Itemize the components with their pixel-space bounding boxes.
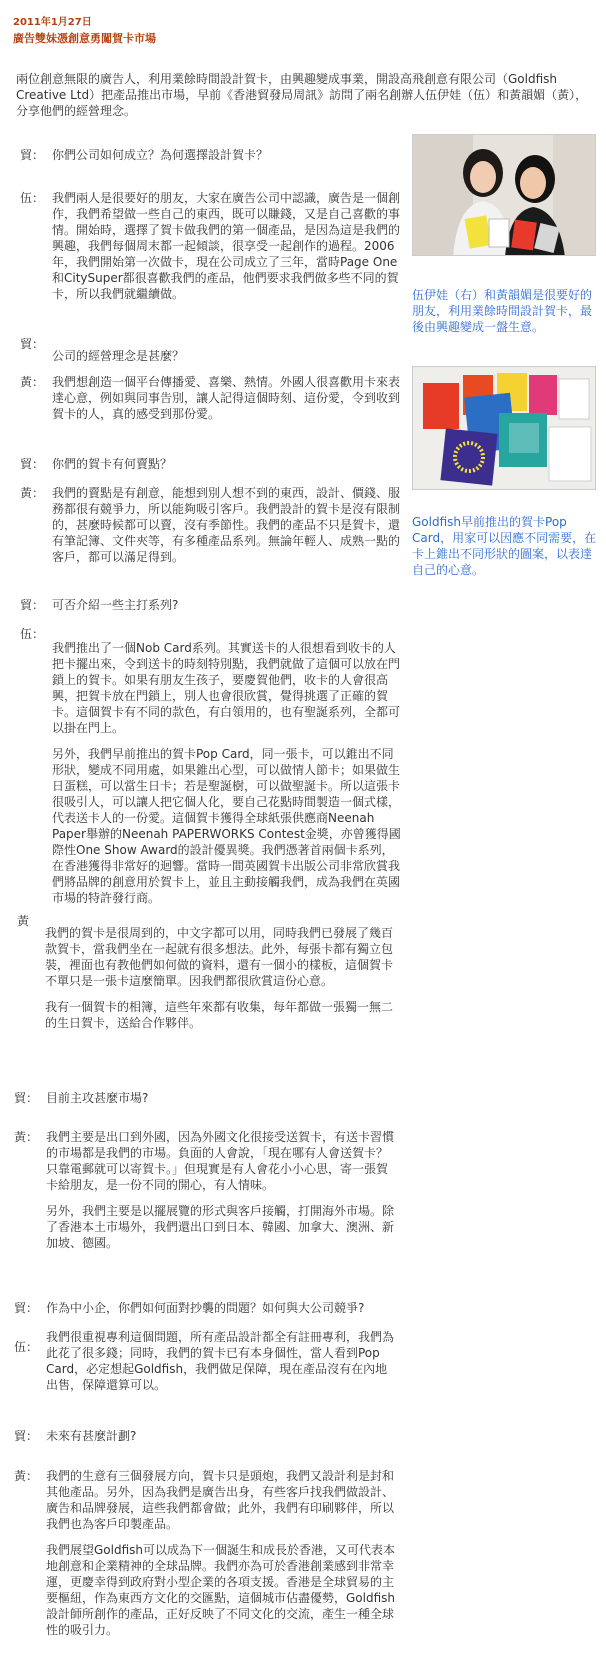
article-title: 廣告雙妹憑創意勇闖賀卡市場 — [13, 32, 156, 45]
speaker-label: 貿： — [14, 1301, 39, 1315]
qa-text: 我們推出了一個Nob Card系列。其實送卡的人很想看到收卡的人把卡擺出來，令到送卡的時刻特別點，我們就做了這個可以放在門鎖上的賀卡。如果有朋友生孩子，要慶賀他們，收卡的人會很高興，把賀卡放在門鎖上，別人也會很欣賞，覺得挑選了正確的賀卡。這個賀卡有不同的款色，有白領用的，也有聖誕系列，全都可以掛在門上。 另外，我們早前推出的賀卡Pop Card，同一張卡，可以錐出不同形狀，變成不同用處，如果錐出心型，可以做情人節卡；如果做生日蛋糕，可以當生日卡；若是聖誕樹，可以做聖誕卡。所以這張卡很吸引人，可以讓人把它個人化，要自己花點時間製造一個式樣，代表送卡人的一份愛。這個賀卡獲得全球紙張供應商Neenah Paper舉辦的Neenah PAPERWORKS Contest金獎，亦曾獲得國際性One Show Award的設計優異獎。我們憑著首兩個卡系列，在香港獲得非常好的迴響。當時一間英國賀卡出版公司非常欣賞我們將品牌的創意用於賀卡上，並且主動接觸我們，成為我們在英國市場的特許發行商。 — [52, 641, 401, 905]
speaker-label: 黃 — [17, 914, 30, 928]
speaker-label: 黃： — [20, 486, 45, 500]
qa-text: 作為中小企，你們如何面對抄襲的問題？如何與大公司競爭? — [46, 1301, 365, 1315]
founders-photo — [412, 134, 596, 256]
article-date: 2011年1月27日 — [13, 17, 92, 28]
speaker-label: 黃： — [14, 1469, 39, 1483]
speaker-label: 黃： — [14, 1130, 39, 1144]
speaker-label: 貿： — [14, 1429, 39, 1443]
speaker-label: 黃： — [20, 375, 45, 389]
speaker-label: 貿： — [20, 457, 45, 471]
pop-card-photo-caption: Goldfish早前推出的賀卡Pop Card，用家可以因應不同需要，在卡上錐出不同形狀的圖案，以表達自己的心意。 — [412, 515, 597, 577]
qa-text: 我們很重視專利這個問題，所有產品設計都全有註冊專利，我們為此花了很多錢；同時，我們的賀卡已有本身個性，當人看到Pop Card，必定想起Goldfish，我們做足保障，現在產品沒有在內地出售，保障還算可以。 — [46, 1330, 395, 1392]
speaker-label: 伍： — [20, 191, 45, 205]
qa-text: 我們的生意有三個發展方向，賀卡只是頭炮，我們又設計利是封和其他產品。另外，因為我們是廣告出身，有些客戶找我們做設計、廣告和品牌發展，這些我們都會做；此外，我們有印刷夥伴，所以我們也為客戶印製產品。 我們展望Goldfish可以成為下一個誕生和成長於香港，又可代表本地創意和企業精神的全球品牌。我們亦為可於香港創業感到非常幸運，更慶幸得到政府對小型企業的各項支援。香港是全球貿易的主要樞紐，作為東西方文化的交匯點，這個城市佔盡優勢，Goldfish設計師所創作的產品，正好反映了不同文化的交流，產生一種全球性的吸引力。 — [46, 1469, 396, 1637]
qa-text: 我們的賣點是有創意，能想到別人想不到的東西，設計、價錢、服務都很有競爭力，所以能夠吸引客戶。我們設計的賀卡是沒有限制的，甚麼時候都可以賣，沒有季節性。我們的產品不只是賀卡，還有筆記簿、文件夾等，有多種產品系列。無論年輕人、成熟一點的客戶，都可以滿足得到。 — [52, 486, 401, 564]
qa-text: 你們公司如何成立？為何選擇設計賀卡？ — [52, 148, 269, 162]
qa-text: 目前主攻甚麼市場? — [46, 1091, 149, 1105]
qa-text: 我們兩人是很要好的朋友，大家在廣告公司中認識，廣告是一個創作，我們希望做一些自己的東西，既可以賺錢，又是自己喜歡的事情。開始時，選擇了賀卡做我們的第一個產品，是因為這是我們的興趣，我們每個周末都一起傾談，很享受一起創作的過程。2006年，我們開始第一次做卡，現在公司成立了三年，當時Page One和CitySuper都很喜歡我們的產品，他們要求我們做多些不同的賀卡，所以我們就繼續做。 — [52, 191, 401, 301]
founders-photo-image — [413, 135, 596, 256]
qa-text: 可否介紹一些主打系列? — [52, 598, 179, 612]
qa-text: 我們的賀卡是很周到的，中文字都可以用，同時我們已發展了幾百款賀卡，當我們坐在一起就有很多想法。此外，每張卡都有獨立包裝，裡面也有教他們如何做的資料，還有一個小的樣板，這個賀卡不單只是一張卡這麼簡單。因我們都很欣賞這份心意。 我有一個賀卡的相簿，這些年來都有收集，每年都做一張獨一無二的生日賀卡，送給合作夥伴。 — [45, 926, 394, 1030]
qa-text: 未來有甚麼計劃? — [46, 1429, 137, 1443]
qa-text: 我們想創造一個平台傳播愛、喜樂、熱情。外國人很喜歡用卡來表達心意，例如與同事告別，讓人記得這個時刻、這份愛，令到收到賀卡的人，真的感受到那份愛。 — [52, 375, 401, 421]
article-intro: 兩位創意無限的廣告人，利用業餘時間設計賀卡，由興趣變成事業，開設高飛創意有限公司（Goldfish Creative Ltd）把產品推出市場，早前《香港貿發局周訊》訪問了兩名創辦人伍伊娃（伍）和黃韻媚（黃），分享他們的經營理念。 — [16, 72, 588, 118]
pop-card-photo-image — [413, 367, 596, 490]
qa-text: 你們的賀卡有何賣點？ — [52, 457, 173, 471]
founders-photo-caption: 伍伊娃（右）和黃韻媚是很要好的朋友，利用業餘時間設計賀卡，最後由興趣變成一盤生意。 — [412, 288, 593, 334]
speaker-label: 伍： — [14, 1340, 39, 1354]
qa-text: 我們主要是出口到外國，因為外國文化很接受送賀卡，有送卡習慣的市場都是我們的市場。負面的人會說，「現在哪有人會送賀卡？只靠電郵就可以寄賀卡。」但現實是有人會花小小心思，寄一張賀卡給朋友，是一份不同的開心，有人情味。 另外，我們主要是以擺展覽的形式與客戶接觸，打開海外市場。除了香港本土市場外，我們還出口到日本、韓國、加拿大、澳洲、新加坡、德國。 — [46, 1130, 395, 1250]
speaker-label: 伍： — [20, 627, 45, 641]
speaker-label: 貿： — [20, 148, 45, 162]
speaker-label: 貿： — [20, 337, 45, 351]
pop-card-photo — [412, 366, 596, 490]
speaker-label: 貿： — [20, 598, 45, 612]
qa-text: 公司的經營理念是甚麼？ — [52, 349, 185, 363]
speaker-label: 貿： — [14, 1091, 39, 1105]
